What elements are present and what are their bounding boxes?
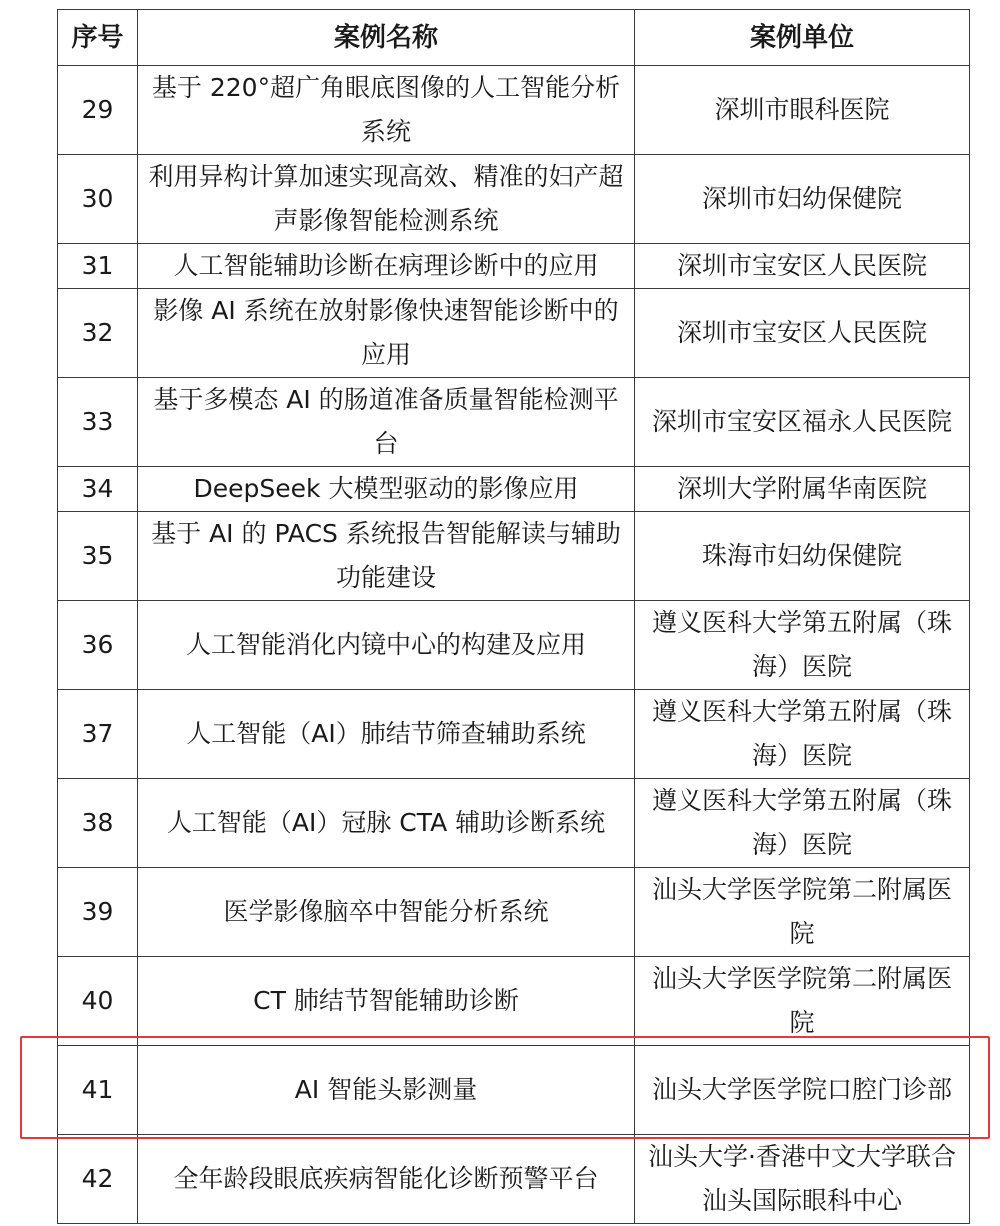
- table-row: [58, 1135, 970, 1224]
- row-name: 影像 AI 系统在放射影像快速智能诊断中的应用: [138, 289, 635, 378]
- table-row: [58, 155, 970, 244]
- table-row: [58, 512, 970, 601]
- row-name: 人工智能（AI）肺结节筛查辅助系统: [138, 690, 635, 779]
- row-num: 38: [58, 779, 138, 868]
- row-unit: 遵义医科大学第五附属（珠海）医院: [635, 779, 970, 868]
- header-row: [58, 10, 970, 66]
- row-name: 基于 AI 的 PACS 系统报告智能解读与辅助功能建设: [138, 512, 635, 601]
- row-num: 42: [58, 1135, 138, 1224]
- row-name: AI 智能头影测量: [138, 1046, 635, 1135]
- row-num: 41: [58, 1046, 138, 1135]
- row-unit: 汕头大学医学院第二附属医院: [635, 868, 970, 957]
- table-row: [58, 467, 970, 512]
- row-name: 基于多模态 AI 的肠道准备质量智能检测平台: [138, 378, 635, 467]
- row-num: 30: [58, 155, 138, 244]
- header-unit: 案例单位: [635, 10, 970, 66]
- table-row: [58, 378, 970, 467]
- row-unit: 深圳市宝安区人民医院: [635, 289, 970, 378]
- row-num: 37: [58, 690, 138, 779]
- row-name: 全年龄段眼底疾病智能化诊断预警平台: [138, 1135, 635, 1224]
- row-name: DeepSeek 大模型驱动的影像应用: [138, 467, 635, 512]
- row-unit: 遵义医科大学第五附属（珠海）医院: [635, 690, 970, 779]
- row-num: 29: [58, 66, 138, 155]
- row-unit: 深圳市宝安区福永人民医院: [635, 378, 970, 467]
- table-row: [58, 868, 970, 957]
- table-row: [58, 244, 970, 289]
- row-num: 39: [58, 868, 138, 957]
- row-name: 利用异构计算加速实现高效、精准的妇产超声影像智能检测系统: [138, 155, 635, 244]
- row-unit: 深圳市宝安区人民医院: [635, 244, 970, 289]
- table-row: [58, 601, 970, 690]
- row-unit: 汕头大学医学院第二附属医院: [635, 957, 970, 1046]
- row-unit: 汕头大学·香港中文大学联合汕头国际眼科中心: [635, 1135, 970, 1224]
- table-row: [58, 289, 970, 378]
- row-name: 人工智能（AI）冠脉 CTA 辅助诊断系统: [138, 779, 635, 868]
- header-num: 序号: [58, 10, 138, 66]
- table-row: [58, 779, 970, 868]
- row-unit: 遵义医科大学第五附属（珠海）医院: [635, 601, 970, 690]
- header-name: 案例名称: [138, 10, 635, 66]
- row-unit: 珠海市妇幼保健院: [635, 512, 970, 601]
- table-row: [58, 690, 970, 779]
- row-num: 40: [58, 957, 138, 1046]
- row-num: 33: [58, 378, 138, 467]
- row-name: 人工智能辅助诊断在病理诊断中的应用: [138, 244, 635, 289]
- row-unit: 汕头大学医学院口腔门诊部: [635, 1046, 970, 1135]
- row-name: 基于 220°超广角眼底图像的人工智能分析系统: [138, 66, 635, 155]
- table-row: [58, 957, 970, 1046]
- row-num: 36: [58, 601, 138, 690]
- row-num: 34: [58, 467, 138, 512]
- row-num: 35: [58, 512, 138, 601]
- row-num: 31: [58, 244, 138, 289]
- row-unit: 深圳大学附属华南医院: [635, 467, 970, 512]
- row-unit: 深圳市眼科医院: [635, 66, 970, 155]
- row-num: 32: [58, 289, 138, 378]
- highlight-box: [20, 1036, 990, 1139]
- row-name: CT 肺结节智能辅助诊断: [138, 957, 635, 1046]
- row-unit: 深圳市妇幼保健院: [635, 155, 970, 244]
- row-name: 医学影像脑卒中智能分析系统: [138, 868, 635, 957]
- table-row: [58, 66, 970, 155]
- row-name: 人工智能消化内镜中心的构建及应用: [138, 601, 635, 690]
